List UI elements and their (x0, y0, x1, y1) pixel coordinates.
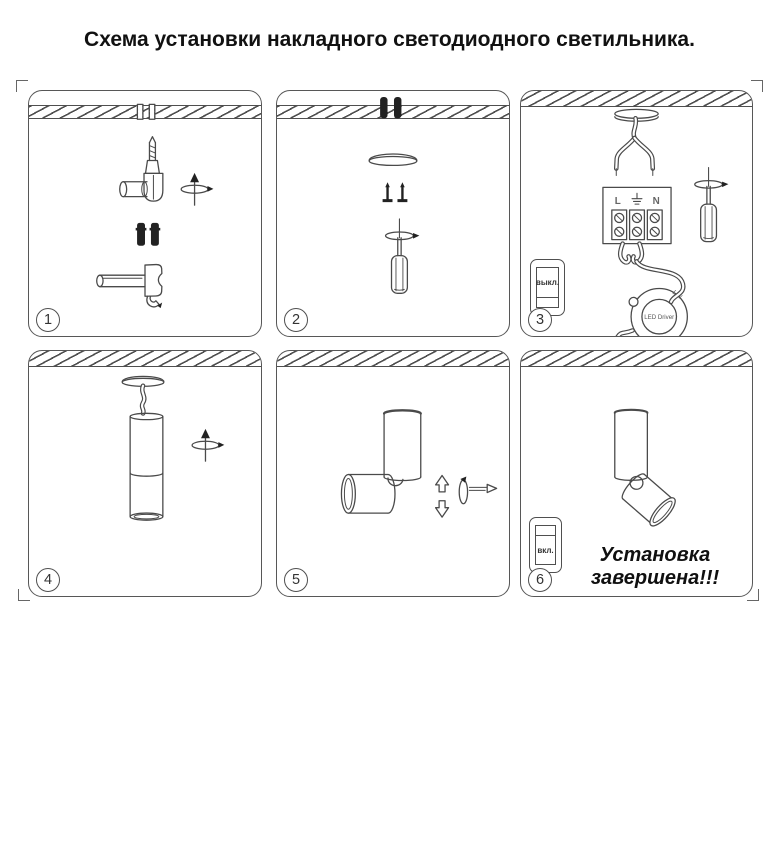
page-title: Схема установки накладного светодиодного светильника. (84, 28, 695, 51)
fixture-tube (130, 413, 163, 520)
screwdriver (695, 168, 729, 242)
svg-text:N: N (652, 196, 660, 208)
step-number: 2 (284, 308, 308, 332)
wall-plugs-installed (380, 97, 401, 118)
step-panel-3 (520, 90, 753, 337)
wall-switch-on (529, 517, 562, 573)
svg-text:LED Driver: LED Driver (644, 314, 675, 322)
swivel-joint (630, 476, 643, 489)
switch-rocker (535, 525, 556, 565)
rotate-arrow-icon (192, 429, 224, 461)
drill (120, 137, 163, 201)
step4-illustration (29, 351, 261, 596)
switch-label: выкл. (535, 278, 560, 287)
fixture-tube (384, 410, 421, 480)
step5-illustration (277, 351, 509, 596)
screwdriver (386, 219, 420, 293)
rotate-arrow-icon (459, 476, 496, 503)
rotate-arrow-icon (181, 173, 213, 205)
completion-message-line1: Установка (599, 544, 711, 566)
completion-message-line2: завершена!!! (590, 567, 720, 590)
switch-label: вкл. (537, 545, 554, 555)
fixture-tube (615, 410, 648, 480)
step-panel-6 (520, 350, 753, 597)
step2-illustration (277, 91, 509, 336)
wall-plugs (136, 223, 161, 246)
up-down-arrows-icon (436, 475, 449, 517)
step-panel-1 (28, 90, 262, 337)
step-panel-4 (28, 350, 262, 597)
step-number: 5 (284, 568, 308, 592)
completion-message (569, 544, 741, 590)
rocker-divider (536, 526, 555, 536)
wall-switch-off (530, 259, 565, 316)
svg-text:L N: L N (670, 288, 683, 301)
svg-text:L: L (614, 196, 621, 208)
terminal-block (603, 187, 671, 243)
step-panel-2 (276, 90, 510, 337)
step-panel-5 (276, 350, 510, 597)
crop-mark-top-right (751, 80, 763, 92)
fixture-head (618, 470, 679, 530)
step1-illustration (29, 91, 261, 336)
step-number: 1 (36, 308, 60, 332)
switch-rocker (536, 267, 559, 308)
step-number: 4 (36, 568, 60, 592)
mounting-plate (369, 154, 417, 165)
hammer (97, 265, 162, 309)
fixture-head (341, 474, 395, 513)
step-number: 6 (528, 568, 552, 592)
step-number: 3 (528, 308, 552, 332)
wire (142, 386, 144, 414)
rocker-divider (537, 297, 558, 307)
screws (383, 182, 408, 202)
supply-wires (616, 118, 653, 175)
drilled-holes (137, 104, 154, 119)
crop-mark-top-left (16, 80, 28, 92)
